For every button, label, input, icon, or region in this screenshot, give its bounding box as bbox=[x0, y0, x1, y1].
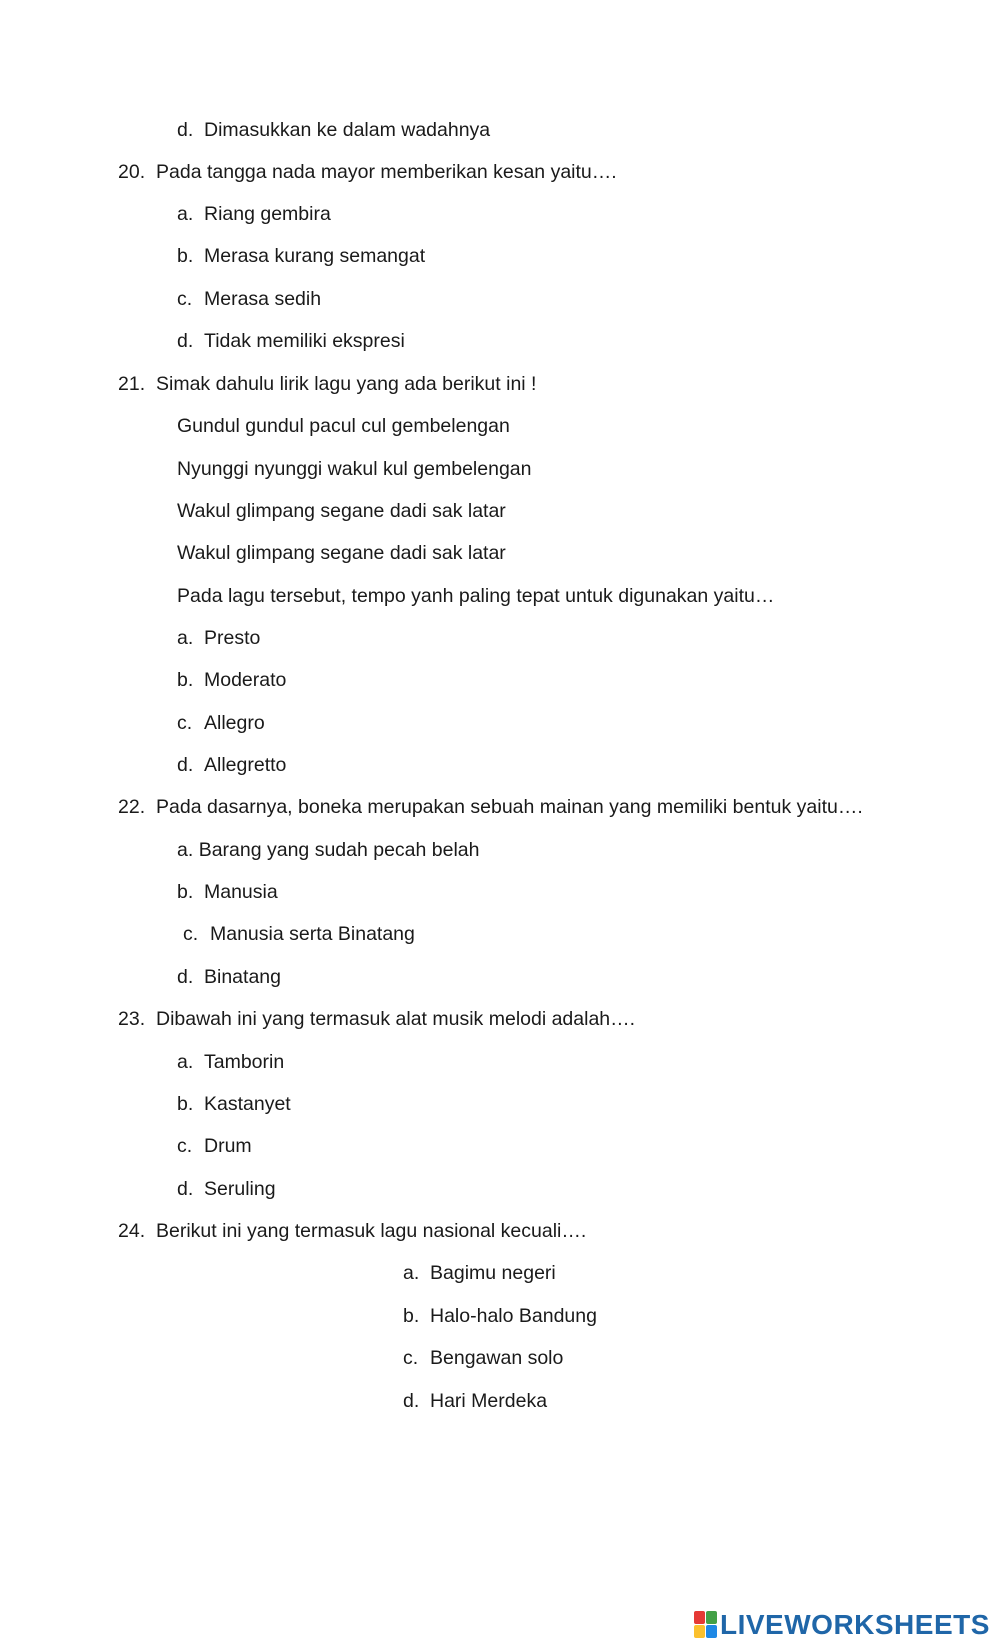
option-text: Barang yang sudah pecah belah bbox=[198, 839, 480, 861]
q21-lyric-line: Gundul gundul pacul cul gembelengan bbox=[177, 415, 510, 437]
question-text: Berikut ini yang termasuk lagu nasional kecuali…. bbox=[156, 1220, 587, 1242]
option-letter: c. bbox=[403, 1347, 419, 1369]
q23-option-b bbox=[177, 1092, 291, 1116]
option-text: Presto bbox=[204, 627, 261, 649]
option-letter: c. bbox=[177, 712, 193, 734]
option-text: Hari Merdeka bbox=[430, 1390, 548, 1412]
option-text: Dimasukkan ke dalam wadahnya bbox=[204, 119, 491, 141]
q22-option-d bbox=[177, 965, 281, 989]
question-text: Pada tangga nada mayor memberikan kesan yaitu…. bbox=[156, 161, 617, 183]
option-text: Merasa sedih bbox=[204, 288, 322, 310]
option-text: Allegretto bbox=[204, 754, 287, 776]
option-text: Manusia serta Binatang bbox=[210, 923, 415, 945]
q24-option-b bbox=[403, 1304, 597, 1328]
q21-lyric-line: Nyunggi nyunggi wakul kul gembelengan bbox=[177, 458, 532, 480]
q21-question bbox=[118, 372, 536, 396]
option-letter: d. bbox=[177, 119, 194, 141]
option-text: Manusia bbox=[204, 881, 278, 903]
option-text: Tidak memiliki ekspresi bbox=[204, 330, 405, 352]
q22-question bbox=[118, 795, 863, 819]
option-letter: a. bbox=[177, 839, 194, 861]
q22-option-b bbox=[177, 880, 278, 904]
q23-option-c bbox=[177, 1134, 252, 1158]
option-text: Tamborin bbox=[204, 1051, 285, 1073]
option-text: Kastanyet bbox=[204, 1093, 291, 1115]
q20-option-a bbox=[177, 202, 331, 226]
q22-option-c bbox=[183, 922, 415, 946]
option-letter: b. bbox=[177, 245, 194, 267]
liveworksheets-logo bbox=[694, 1609, 990, 1641]
option-letter: a. bbox=[177, 203, 194, 225]
option-text: Seruling bbox=[204, 1178, 276, 1200]
q23-question bbox=[118, 1007, 635, 1031]
q21-prompt: Pada lagu tersebut, tempo yanh paling tepat untuk digunakan yaitu… bbox=[177, 585, 775, 607]
question-text: Dibawah ini yang termasuk alat musik melodi adalah…. bbox=[156, 1008, 636, 1030]
option-letter: d. bbox=[177, 966, 194, 988]
option-letter: d. bbox=[177, 330, 194, 352]
brand-name: LIVEWORKSHEETS bbox=[720, 1609, 990, 1640]
option-text: Moderato bbox=[204, 669, 287, 691]
q23-option-a bbox=[177, 1050, 284, 1074]
q23-option-d bbox=[177, 1177, 276, 1201]
option-text: Binatang bbox=[204, 966, 281, 988]
q20-option-b bbox=[177, 244, 425, 268]
option-letter: a. bbox=[403, 1262, 420, 1284]
option-letter: d. bbox=[177, 754, 194, 776]
question-number: 20. bbox=[118, 161, 146, 183]
option-text: Allegro bbox=[204, 712, 265, 734]
q19-option-d bbox=[177, 118, 490, 142]
option-letter: b. bbox=[177, 1093, 194, 1115]
q21-lyric-line: Wakul glimpang segane dadi sak latar bbox=[177, 500, 506, 522]
q21-option-b bbox=[177, 668, 286, 692]
q20-question bbox=[118, 160, 617, 184]
option-text: Halo-halo Bandung bbox=[430, 1305, 597, 1327]
q24-question bbox=[118, 1219, 586, 1243]
q21-option-c bbox=[177, 711, 265, 735]
option-text: Bagimu negeri bbox=[430, 1262, 556, 1284]
q21-option-d bbox=[177, 753, 286, 777]
q21-option-a bbox=[177, 626, 260, 650]
question-number: 24. bbox=[118, 1220, 146, 1242]
live-logo-icon bbox=[694, 1611, 718, 1639]
option-letter: b. bbox=[177, 881, 194, 903]
option-text: Drum bbox=[204, 1135, 252, 1157]
option-letter: c. bbox=[177, 1135, 193, 1157]
option-letter: c. bbox=[177, 288, 193, 310]
q20-option-d bbox=[177, 329, 405, 353]
q22-option-a bbox=[177, 838, 480, 862]
option-letter: c. bbox=[183, 923, 199, 945]
option-text: Bengawan solo bbox=[430, 1347, 564, 1369]
option-text: Riang gembira bbox=[204, 203, 331, 225]
option-letter: a. bbox=[177, 1051, 194, 1073]
option-letter: d. bbox=[403, 1390, 420, 1412]
question-text: Simak dahulu lirik lagu yang ada berikut ini ! bbox=[156, 373, 537, 395]
option-letter: b. bbox=[403, 1305, 420, 1327]
q24-option-c bbox=[403, 1346, 563, 1370]
option-letter: a. bbox=[177, 627, 194, 649]
question-text: Pada dasarnya, boneka merupakan sebuah mainan yang memiliki bentuk yaitu…. bbox=[156, 796, 863, 818]
question-number: 22. bbox=[118, 796, 146, 818]
option-letter: b. bbox=[177, 669, 194, 691]
option-text: Merasa kurang semangat bbox=[204, 245, 426, 267]
q24-option-a bbox=[403, 1261, 556, 1285]
q20-option-c bbox=[177, 287, 321, 311]
option-letter: d. bbox=[177, 1178, 194, 1200]
question-number: 21. bbox=[118, 373, 146, 395]
q21-lyric-line: Wakul glimpang segane dadi sak latar bbox=[177, 542, 506, 564]
q24-option-d bbox=[403, 1389, 547, 1413]
question-number: 23. bbox=[118, 1008, 146, 1030]
